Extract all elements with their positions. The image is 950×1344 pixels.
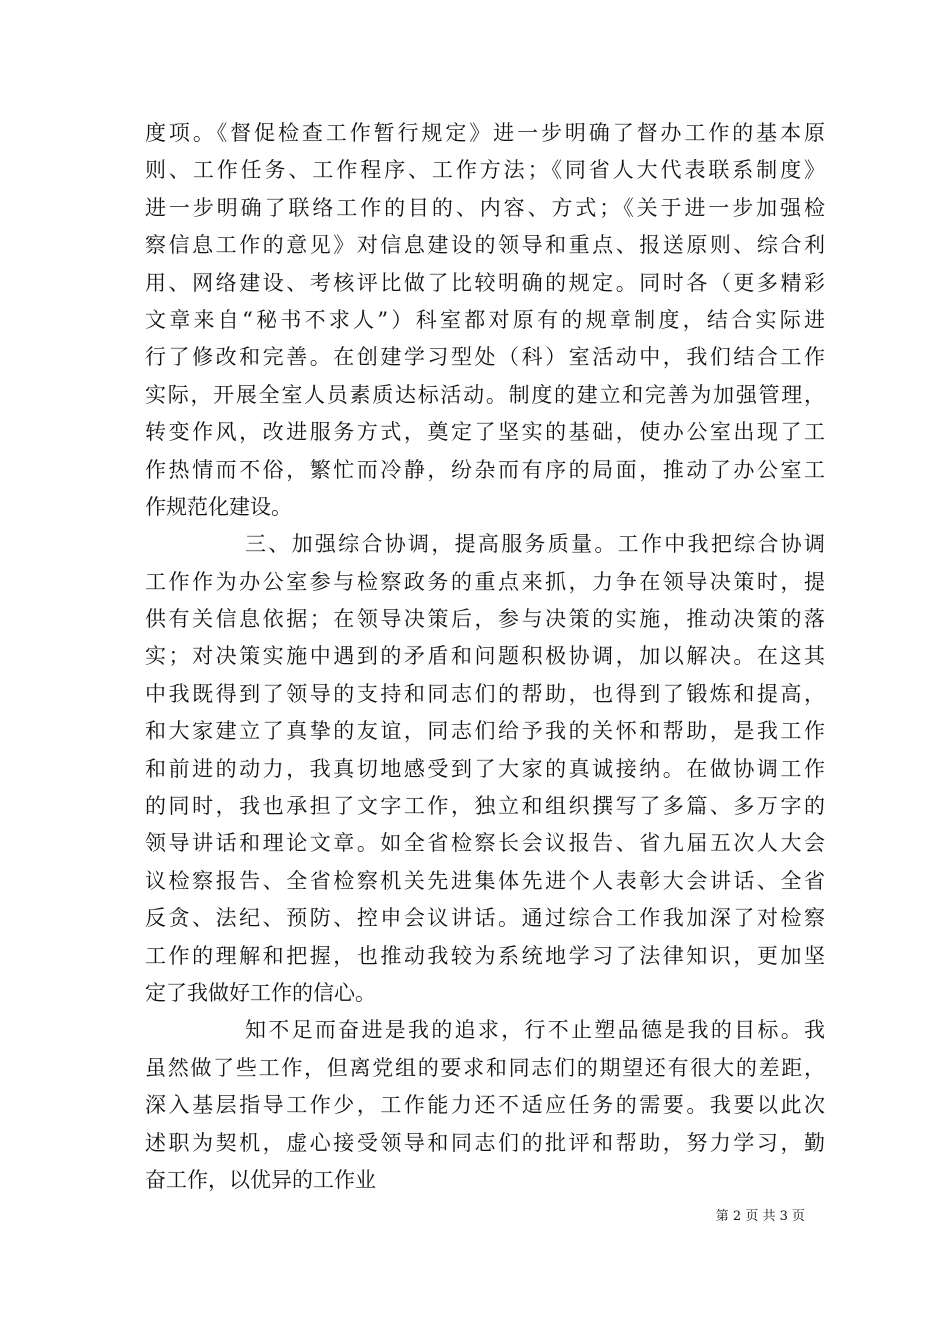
text-line: 实；对决策实施中遇到的矛盾和问题积极协调，加以解决。在这其 — [145, 644, 825, 669]
text-line: 的同时，我也承担了文字工作，独立和组织撰写了多篇、多万字的 — [145, 794, 825, 819]
text-line: 述职为契机，虚心接受领导和同志们的批评和帮助，努力学习，勤 — [145, 1130, 825, 1155]
text-line: 中我既得到了领导的支持和同志们的帮助，也得到了锻炼和提高， — [145, 681, 825, 706]
text-line: 和前进的动力，我真切地感受到了大家的真诚接纳。在做协调工作 — [145, 756, 825, 781]
text-line: 反贪、法纪、预防、控申会议讲话。通过综合工作我加深了对检察 — [145, 906, 825, 931]
text-line: 工作的理解和把握，也推动我较为系统地学习了法律知识，更加坚 — [145, 943, 825, 968]
text-line: 虽然做了些工作，但离党组的要求和同志们的期望还有很大的差距， — [145, 1055, 825, 1080]
text-line: 工作作为办公室参与检察政务的重点来抓，力争在领导决策时，提 — [145, 569, 825, 594]
text-line: 文章来自“秘书不求人”）科室都对原有的规章制度，结合实际进 — [145, 307, 825, 332]
text-line: 度项。《督促检查工作暂行规定》进一步明确了督办工作的基本原 — [145, 121, 825, 145]
text-line: 则、工作任务、工作程序、工作方法；《同省人大代表联系制度》 — [145, 158, 825, 183]
text-line: 深入基层指导工作少，工作能力还不适应任务的需要。我要以此次 — [145, 1093, 825, 1118]
text-line: 进一步明确了联络工作的目的、内容、方式；《关于进一步加强检 — [145, 195, 825, 220]
text-line: 和大家建立了真挚的友谊，同志们给予我的关怀和帮助，是我工作 — [145, 719, 825, 744]
text-line: 行了修改和完善。在创建学习型处（科）室活动中，我们结合工作 — [145, 345, 825, 370]
paragraph-start-line: 三、加强综合协调，提高服务质量。工作中我把综合协调 — [245, 532, 825, 557]
text-line: 转变作风，改进服务方式，奠定了坚实的基础，使办公室出现了工 — [145, 420, 825, 445]
text-line: 作热情而不俗，繁忙而冷静，纷杂而有序的局面，推动了办公室工 — [145, 457, 825, 482]
paragraph-start-line: 知不足而奋进是我的追求，行不止塑品德是我的目标。我 — [245, 1018, 825, 1043]
text-line: 实际，开展全室人员素质达标活动。制度的建立和完善为加强管理， — [145, 382, 825, 407]
text-line: 领导讲话和理论文章。如全省检察长会议报告、省九届五次人大会 — [145, 831, 825, 856]
document-body — [145, 115, 825, 1199]
text-line: 察信息工作的意见》对信息建设的领导和重点、报送原则、综合利 — [145, 233, 825, 258]
text-line: 议检察报告、全省检察机关先进集体先进个人表彰大会讲话、全省 — [145, 868, 825, 893]
page-number-footer: 第 2 页 共 3 页 — [715, 1209, 805, 1224]
text-line: 奋工作，以优异的工作业 — [145, 1167, 376, 1192]
text-line: 作规范化建设。 — [145, 494, 292, 519]
text-line: 定了我做好工作的信心。 — [145, 980, 376, 1005]
text-line: 供有关信息依据；在领导决策后，参与决策的实施，推动决策的落 — [145, 607, 825, 632]
text-line: 用、网络建设、考核评比做了比较明确的规定。同时各（更多精彩 — [145, 270, 825, 295]
